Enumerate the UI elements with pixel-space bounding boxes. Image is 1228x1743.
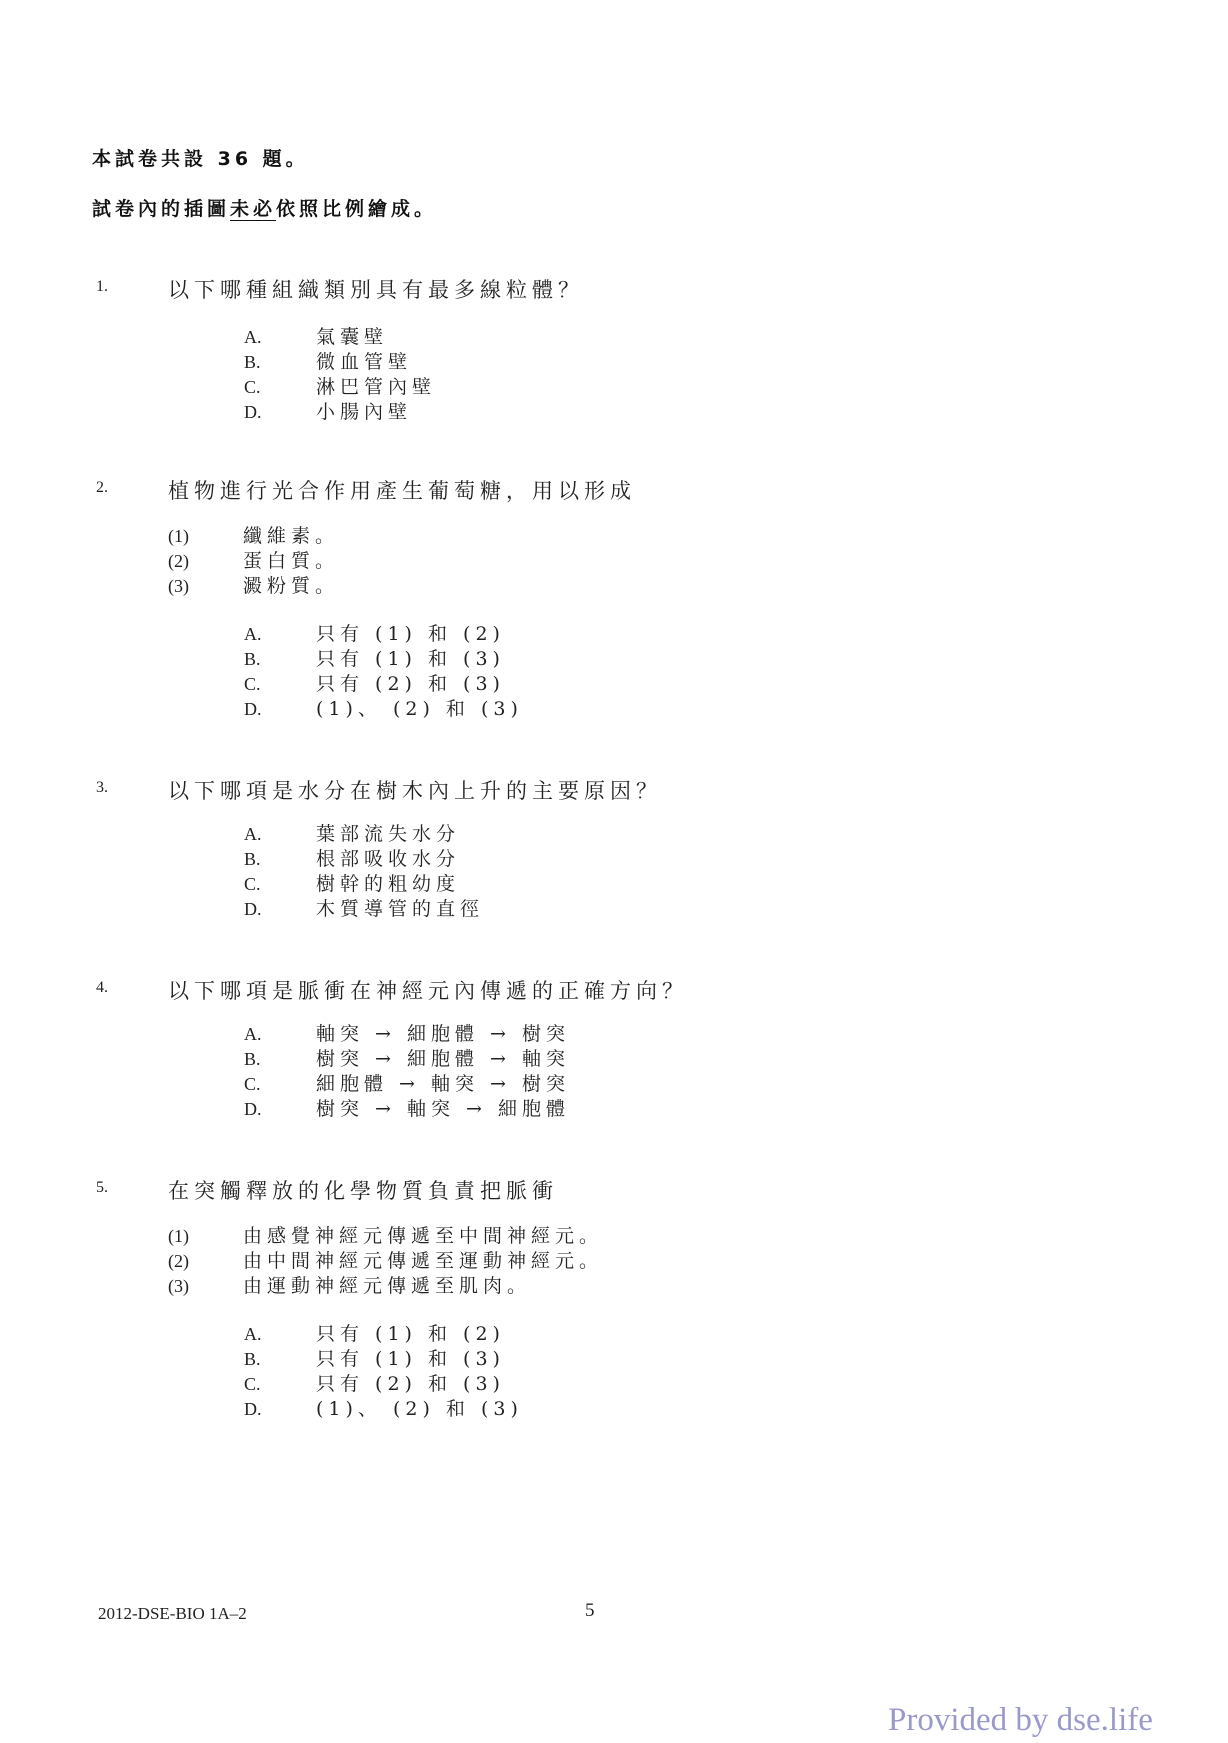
option-a[interactable] xyxy=(244,819,460,846)
option-letter: B. xyxy=(244,352,261,372)
option-d[interactable] xyxy=(244,397,412,424)
option-text: 只有 (1) 和 (2) xyxy=(316,623,505,645)
option-letter: C. xyxy=(244,377,261,397)
option-letter: A. xyxy=(244,1324,262,1344)
option-text: 軸突 → 細胞體 → 樹突 xyxy=(316,1023,570,1045)
option-a[interactable] xyxy=(244,1319,505,1346)
statement-number: (3) xyxy=(168,576,189,596)
option-b[interactable] xyxy=(244,644,505,671)
question-number: 2. xyxy=(96,479,108,496)
question-text: 以下哪項是脈衝在神經元內傳遞的正確方向？ xyxy=(168,979,688,1003)
option-c[interactable] xyxy=(244,1069,570,1096)
statement-text: 蛋白質。 xyxy=(243,550,340,572)
question-text: 以下哪種組織類別具有最多線粒體？ xyxy=(168,278,584,302)
option-b[interactable] xyxy=(244,347,412,374)
option-text: 樹突 → 軸突 → 細胞體 xyxy=(316,1098,570,1120)
option-d[interactable] xyxy=(244,1094,570,1121)
option-d[interactable] xyxy=(244,894,484,921)
option-text: 小腸內壁 xyxy=(316,401,413,423)
option-letter: B. xyxy=(244,1049,261,1069)
option-c[interactable] xyxy=(244,669,505,696)
option-text: 細胞體 → 軸突 → 樹突 xyxy=(316,1073,570,1095)
option-text: 木質導管的直徑 xyxy=(316,898,485,920)
option-letter: A. xyxy=(244,624,262,644)
question-text: 以下哪項是水分在樹木內上升的主要原因？ xyxy=(168,779,662,803)
option-letter: A. xyxy=(244,327,262,347)
statement-number: (1) xyxy=(168,1226,189,1246)
statement-3 xyxy=(168,571,339,598)
diagram-scale-note xyxy=(92,194,437,221)
page-number: 5 xyxy=(585,1600,595,1621)
option-text: 微血管壁 xyxy=(316,351,413,373)
option-text: (1)、 (2) 和 (3) xyxy=(316,698,523,720)
option-letter: A. xyxy=(244,824,262,844)
option-letter: D. xyxy=(244,402,262,422)
statement-text: 由中間神經元傳遞至運動神經元。 xyxy=(243,1250,604,1272)
option-d[interactable] xyxy=(244,694,523,721)
statement-number: (2) xyxy=(168,1251,189,1271)
option-text: 氣囊壁 xyxy=(316,326,389,348)
statement-2 xyxy=(168,546,339,573)
option-letter: A. xyxy=(244,1024,262,1044)
option-text: 只有 (1) 和 (3) xyxy=(316,1348,505,1370)
statement-text: 澱粉質。 xyxy=(243,575,340,597)
statement-3 xyxy=(168,1271,531,1298)
statement-text: 纖維素。 xyxy=(243,525,340,547)
option-a[interactable] xyxy=(244,1019,570,1046)
statement-1 xyxy=(168,1221,603,1248)
option-c[interactable] xyxy=(244,869,460,896)
question-number: 1. xyxy=(96,278,108,295)
question-number: 3. xyxy=(96,779,108,796)
option-text: 只有 (2) 和 (3) xyxy=(316,673,505,695)
statement-number: (2) xyxy=(168,551,189,571)
watermark: Provided by dse.life xyxy=(888,1702,1153,1738)
option-b[interactable] xyxy=(244,844,460,871)
option-b[interactable] xyxy=(244,1344,505,1371)
question-count-note: 本試卷共設 36 題。 xyxy=(92,148,309,170)
option-text: 只有 (1) 和 (3) xyxy=(316,648,505,670)
option-a[interactable] xyxy=(244,322,388,349)
option-letter: D. xyxy=(244,1099,262,1119)
option-letter: C. xyxy=(244,1374,261,1394)
option-text: 根部吸收水分 xyxy=(316,848,461,870)
option-letter: C. xyxy=(244,1074,261,1094)
statement-1 xyxy=(168,521,339,548)
option-c[interactable] xyxy=(244,372,436,399)
option-text: (1)、 (2) 和 (3) xyxy=(316,1398,523,1420)
question-number: 5. xyxy=(96,1179,108,1196)
option-b[interactable] xyxy=(244,1044,570,1071)
diagram-scale-note-underlined: 未必 xyxy=(230,198,277,220)
option-text: 只有 (1) 和 (2) xyxy=(316,1323,505,1345)
option-text: 淋巴管內壁 xyxy=(316,376,437,398)
question-text: 在突觸釋放的化學物質負責把脈衝 xyxy=(168,1179,558,1203)
diagram-scale-note-post: 依照比例繪成。 xyxy=(276,198,438,220)
option-letter: B. xyxy=(244,649,261,669)
statement-2 xyxy=(168,1246,603,1273)
statement-text: 由運動神經元傳遞至肌肉。 xyxy=(243,1275,532,1297)
option-letter: C. xyxy=(244,874,261,894)
option-letter: B. xyxy=(244,849,261,869)
option-letter: C. xyxy=(244,674,261,694)
option-letter: D. xyxy=(244,699,262,719)
option-text: 葉部流失水分 xyxy=(316,823,461,845)
paper-code: 2012-DSE-BIO 1A–2 xyxy=(98,1604,247,1623)
option-letter: D. xyxy=(244,899,262,919)
statement-number: (1) xyxy=(168,526,189,546)
diagram-scale-note-pre: 試卷內的插圖 xyxy=(92,198,231,220)
question-number: 4. xyxy=(96,979,108,996)
option-c[interactable] xyxy=(244,1369,505,1396)
option-text: 只有 (2) 和 (3) xyxy=(316,1373,505,1395)
option-text: 樹突 → 細胞體 → 軸突 xyxy=(316,1048,570,1070)
statement-text: 由感覺神經元傳遞至中間神經元。 xyxy=(243,1225,604,1247)
option-text: 樹幹的粗幼度 xyxy=(316,873,461,895)
question-text: 植物進行光合作用產生葡萄糖，用以形成 xyxy=(168,479,636,503)
option-a[interactable] xyxy=(244,619,505,646)
option-letter: B. xyxy=(244,1349,261,1369)
option-d[interactable] xyxy=(244,1394,523,1421)
option-letter: D. xyxy=(244,1399,262,1419)
statement-number: (3) xyxy=(168,1276,189,1296)
